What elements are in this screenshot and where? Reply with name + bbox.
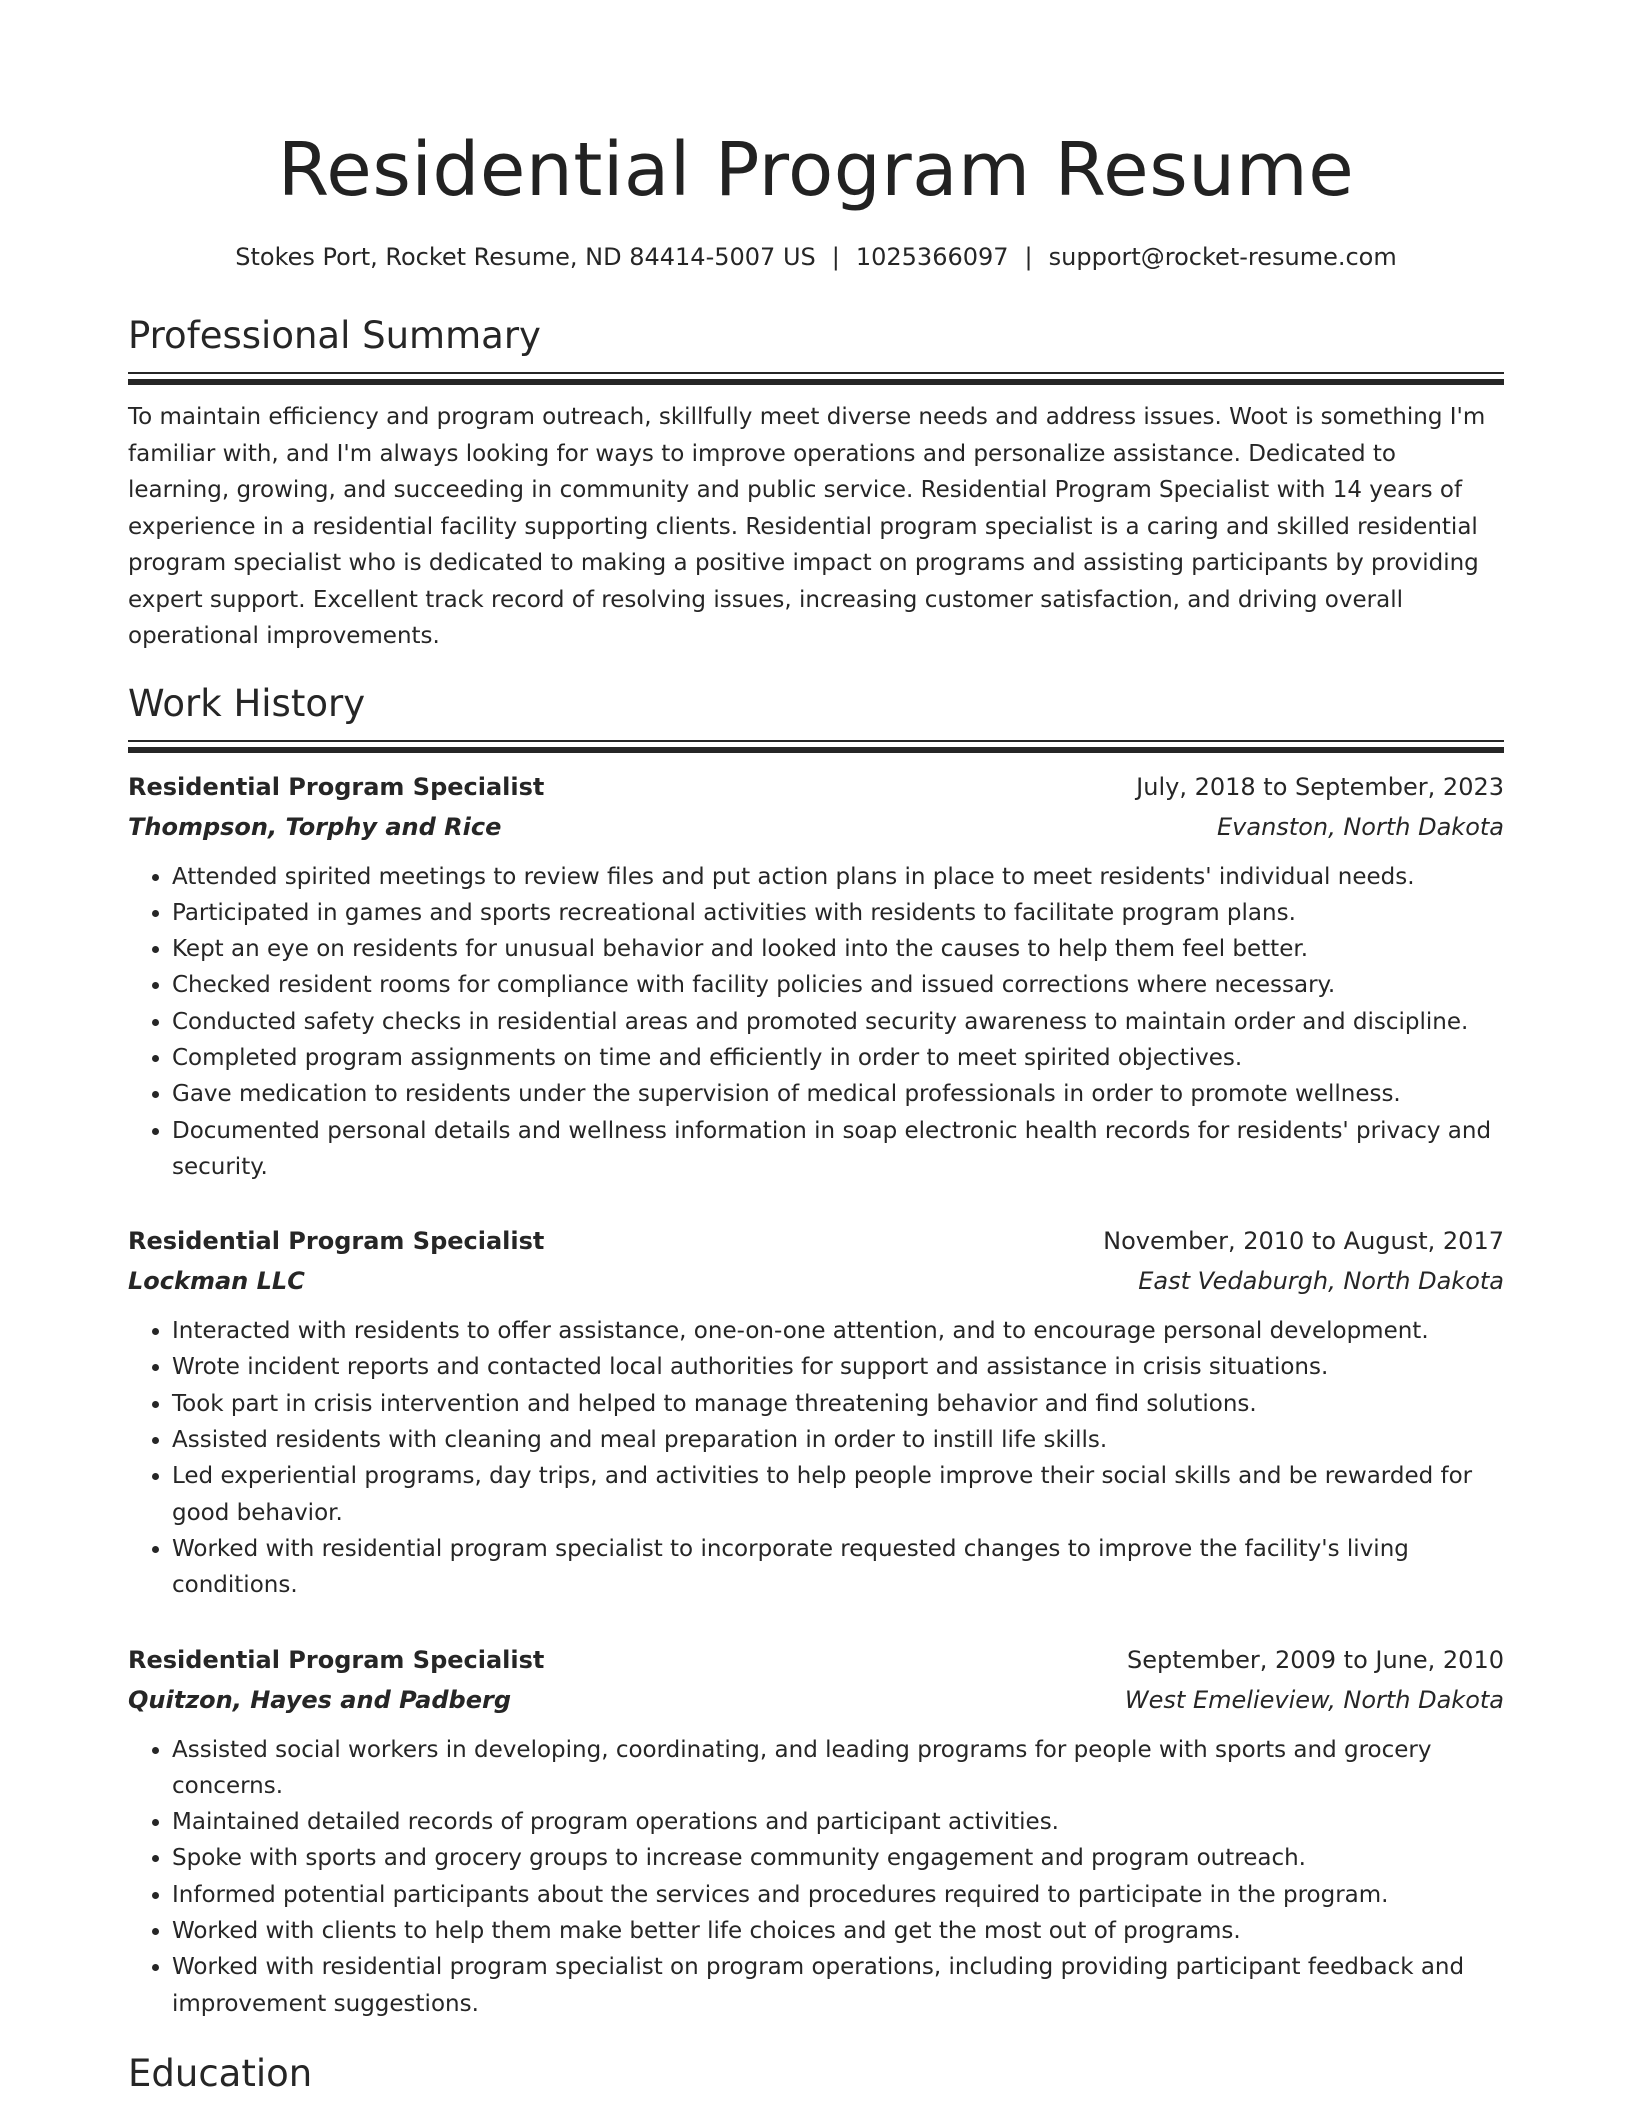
- job-bullet: • Spoke with sports and grocery groups to increase community engagement and program outreach.: [172, 1840, 1504, 1876]
- job-bullet: • Completed program assignments on time and efficiently in order to meet spirited objectives.: [172, 1040, 1504, 1076]
- job-bullets: [128, 1732, 1504, 2022]
- job-entry: [128, 767, 1504, 1186]
- job-company: Quitzon, Hayes and Padberg: [128, 1685, 512, 1714]
- job-bullet: • Checked resident rooms for compliance with facility policies and issued corrections where necessary.: [172, 967, 1504, 1003]
- job-bullet: • Maintained detailed records of program operations and participant activities.: [172, 1804, 1504, 1840]
- job-bullet: • Assisted residents with cleaning and meal preparation in order to instill life skills.: [172, 1422, 1504, 1458]
- job-entry: [128, 1221, 1504, 1603]
- contact-separator: |: [831, 243, 840, 271]
- contact-phone[interactable]: 1025366097: [855, 243, 1009, 271]
- job-title: Residential Program Specialist: [128, 772, 545, 801]
- section-divider-thick: [128, 379, 1504, 385]
- job-bullets: [128, 1313, 1504, 1603]
- job-company: Lockman LLC: [128, 1267, 305, 1296]
- job-location: East Vedaburgh, North Dakota: [1138, 1267, 1504, 1296]
- job-bullet: • Worked with clients to help them make better life choices and get the most out of programs.: [172, 1913, 1504, 1949]
- work-history-section: [128, 678, 1504, 2022]
- job-bullet: • Conducted safety checks in residential areas and promoted security awareness to maintain order and discipline.: [172, 1004, 1504, 1040]
- contact-separator: |: [1024, 243, 1033, 271]
- resume-title: Residential Program Resume: [277, 127, 1355, 213]
- summary-heading: Professional Summary: [128, 314, 541, 357]
- job-bullet: • Documented personal details and wellness information in soap electronic health records for residents' privacy and security.: [172, 1113, 1504, 1186]
- job-location: Evanston, North Dakota: [1217, 812, 1504, 841]
- job-title-row: [128, 1640, 1504, 1680]
- job-bullet: • Interacted with residents to offer assistance, one-on-one attention, and to encourage personal development.: [172, 1313, 1504, 1349]
- job-location: West Emelieview, North Dakota: [1124, 1685, 1504, 1714]
- job-title-row: [128, 1221, 1504, 1261]
- job-title: Residential Program Specialist: [128, 1645, 545, 1674]
- section-divider-thick: [128, 747, 1504, 753]
- education-section: [128, 2048, 1504, 2100]
- job-bullet: • Wrote incident reports and contacted local authorities for support and assistance in crisis situations.: [172, 1349, 1504, 1385]
- job-bullet: • Led experiential programs, day trips, and activities to help people improve their social skills and be rewarded for good behavior.: [172, 1458, 1504, 1531]
- job-bullet: • Worked with residential program specialist on program operations, including providing participant feedback and improvement suggestions.: [172, 1949, 1504, 2022]
- education-heading: Education: [128, 2051, 313, 2095]
- job-bullet: • Gave medication to residents under the supervision of medical professionals in order to promote wellness.: [172, 1076, 1504, 1112]
- job-bullet: • Participated in games and sports recreational activities with residents to facilitate program plans.: [172, 895, 1504, 931]
- job-bullet: • Assisted social workers in developing, coordinating, and leading programs for people with sports and grocery concerns.: [172, 1732, 1504, 1805]
- job-bullet: • Worked with residential program specialist to incorporate requested changes to improve the facility's living conditions.: [172, 1531, 1504, 1604]
- job-bullet: • Kept an eye on residents for unusual behavior and looked into the causes to help them feel better.: [172, 931, 1504, 967]
- job-bullet: • Informed potential participants about the services and procedures required to participate in the program.: [172, 1877, 1504, 1913]
- job-bullets: [128, 859, 1504, 1186]
- job-title-row: [128, 767, 1504, 807]
- job-dates: September, 2009 to June, 2010: [1127, 1645, 1504, 1674]
- job-dates: November, 2010 to August, 2017: [1103, 1227, 1504, 1256]
- job-bullet: • Took part in crisis intervention and helped to manage threatening behavior and find solutions.: [172, 1386, 1504, 1422]
- section-divider: [128, 740, 1504, 742]
- work-history-heading: Work History: [128, 681, 366, 725]
- job-bullet: • Attended spirited meetings to review files and put action plans in place to meet residents' individual needs.: [172, 859, 1504, 895]
- contact-address: Stokes Port, Rocket Resume, ND 84414-5007 US: [235, 243, 816, 271]
- contact-email[interactable]: support@rocket-resume.com: [1048, 243, 1397, 271]
- summary-text: To maintain efficiency and program outreach, skillfully meet diverse needs and address issues. Woot is something I'm familiar with, and I'm always looking for ways to improve operations and personalize assistance. Dedicated to learning, growing, and succeeding in community and public service. Residential Program Specialist with 14 years of experience in a residential facility supporting clients. Residential program specialist is a caring and skilled residential program specialist who is dedicated to making a positive impact on programs and assisting participants by providing expert support. Excellent track record of resolving issues, increasing customer satisfaction, and driving overall operational improvements.: [128, 404, 1486, 649]
- job-entry: [128, 1640, 1504, 2022]
- job-company: Thompson, Torphy and Rice: [128, 812, 502, 841]
- job-dates: July, 2018 to September, 2023: [1136, 772, 1504, 801]
- summary-section: [128, 310, 1504, 655]
- job-title: Residential Program Specialist: [128, 1227, 545, 1256]
- section-divider: [128, 372, 1504, 374]
- job-company-row: [128, 1261, 1504, 1301]
- contact-line: [128, 240, 1504, 274]
- job-company-row: [128, 807, 1504, 847]
- job-company-row: [128, 1680, 1504, 1720]
